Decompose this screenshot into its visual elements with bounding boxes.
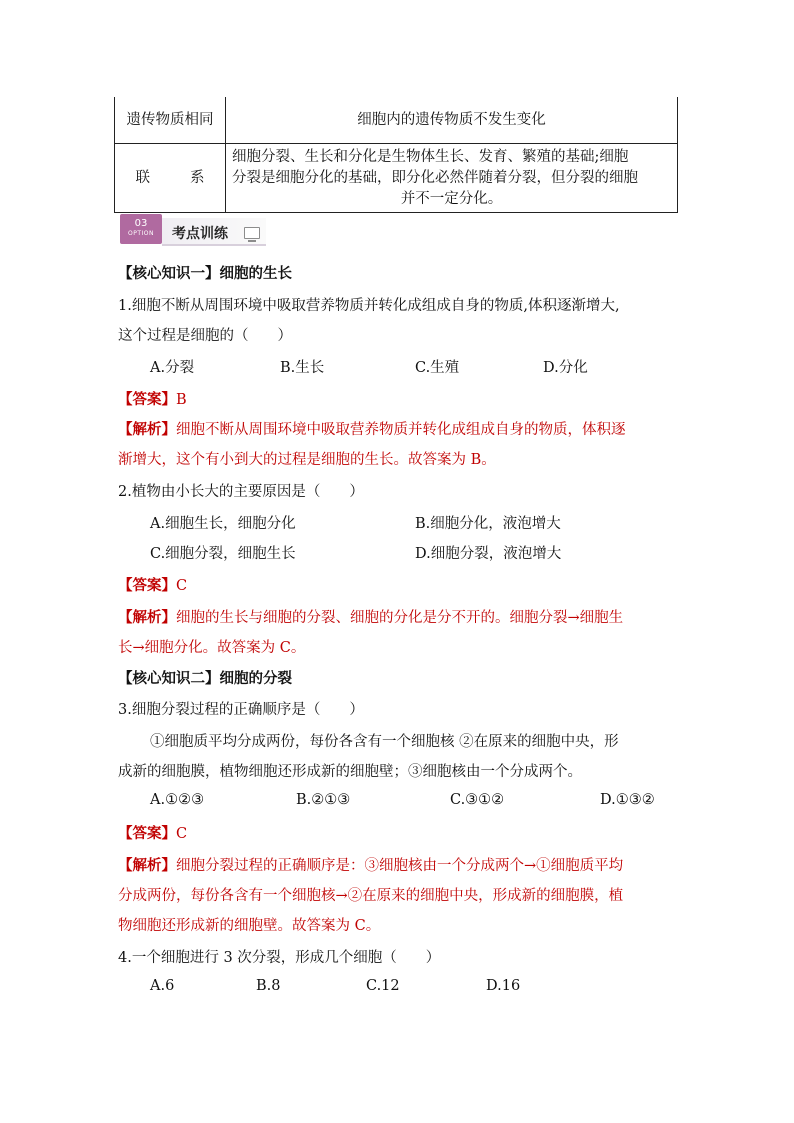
- q4-stem: 4.一个细胞进行 3 次分裂，形成几个细胞（ ）: [118, 950, 441, 966]
- q1-analysis-line2: 渐增大，这个有小到大的过程是细胞的生长。故答案为 B。: [118, 452, 496, 468]
- section-badge: 03 OPTION: [120, 214, 162, 244]
- q3-steps-line1: ①细胞质平均分成两份，每份各含有一个细胞核 ②在原来的细胞中央，形: [150, 734, 619, 750]
- row-label-relation: 联 系: [115, 144, 226, 213]
- q1-option-d: D.分化: [543, 360, 588, 376]
- section-heading-1: 【核心知识一】细胞的生长: [118, 265, 292, 282]
- q2-option-c: C.细胞分裂，细胞生长: [150, 546, 296, 562]
- q4-option-b: B.8: [256, 978, 281, 994]
- q3-analysis-line3: 物细胞还形成新的细胞壁。故答案为 C。: [118, 918, 381, 934]
- q4-option-a: A.6: [150, 978, 175, 994]
- q4-option-d: D.16: [486, 978, 521, 994]
- q3-option-a: A.①②③: [150, 792, 205, 808]
- q2-option-a: A.细胞生长，细胞分化: [150, 516, 296, 532]
- q1-option-b: B.生长: [280, 360, 325, 376]
- q4-option-c: C.12: [366, 978, 400, 994]
- q1-stem-line1: 1.细胞不断从周围环境中吸取营养物质并转化成组成自身的物质,体积逐渐增大,: [118, 298, 620, 314]
- table-row: [115, 97, 678, 144]
- q1-analysis-line1: 【解析】细胞不断从周围环境中吸取营养物质并转化成组成自身的物质，体积逐: [118, 421, 626, 438]
- q3-answer: 【答案】C: [118, 825, 188, 842]
- q3-option-b: B.②①③: [296, 792, 351, 808]
- section-heading-2: 【核心知识二】细胞的分裂: [118, 670, 292, 687]
- monitor-icon: [244, 227, 260, 239]
- q3-steps-line2: 成新的细胞膜，植物细胞还形成新的细胞壁；③细胞核由一个分成两个。: [118, 764, 582, 780]
- q3-analysis-line2: 分成两份，每份各含有一个细胞核→②在原来的细胞中央，形成新的细胞膜，植: [118, 888, 624, 904]
- q3-option-c: C.③①②: [450, 792, 505, 808]
- q1-option-c: C.生殖: [415, 360, 460, 376]
- q1-option-a: A.分裂: [150, 360, 195, 376]
- row-label-genetic: 遗传物质相同: [115, 97, 226, 144]
- q2-analysis-line2: 长→细胞分化。故答案为 C。: [118, 640, 306, 656]
- q2-option-d: D.细胞分裂，液泡增大: [415, 546, 562, 562]
- q2-analysis-line1: 【解析】细胞的生长与细胞的分裂、细胞的分化是分不开的。细胞分裂→细胞生: [118, 609, 624, 626]
- q2-answer: 【答案】C: [118, 577, 188, 594]
- row-content-relation: 细胞分裂、生长和分化是生物体生长、发育、繁殖的基础;细胞 分裂是细胞分化的基础，即分化必然伴随着分裂，但分裂的细胞 并不一定分化。: [226, 144, 678, 213]
- q2-stem: 2.植物由小长大的主要原因是（ ）: [118, 484, 364, 500]
- q1-answer: 【答案】B: [118, 391, 187, 408]
- q1-stem-line2: 这个过程是细胞的（ ）: [118, 328, 292, 344]
- table-row: [115, 144, 678, 213]
- section-banner: [120, 214, 270, 248]
- comparison-table: [114, 97, 678, 213]
- banner-title: 考点训练: [172, 226, 228, 242]
- q3-analysis-line1: 【解析】细胞分裂过程的正确顺序是：③细胞核由一个分成两个→①细胞质平均: [118, 857, 624, 874]
- q3-option-d: D.①③②: [600, 792, 655, 808]
- q3-stem: 3.细胞分裂过程的正确顺序是（ ）: [118, 702, 364, 718]
- q2-option-b: B.细胞分化，液泡增大: [415, 516, 561, 532]
- row-content-genetic: 细胞内的遗传物质不发生变化: [226, 97, 678, 144]
